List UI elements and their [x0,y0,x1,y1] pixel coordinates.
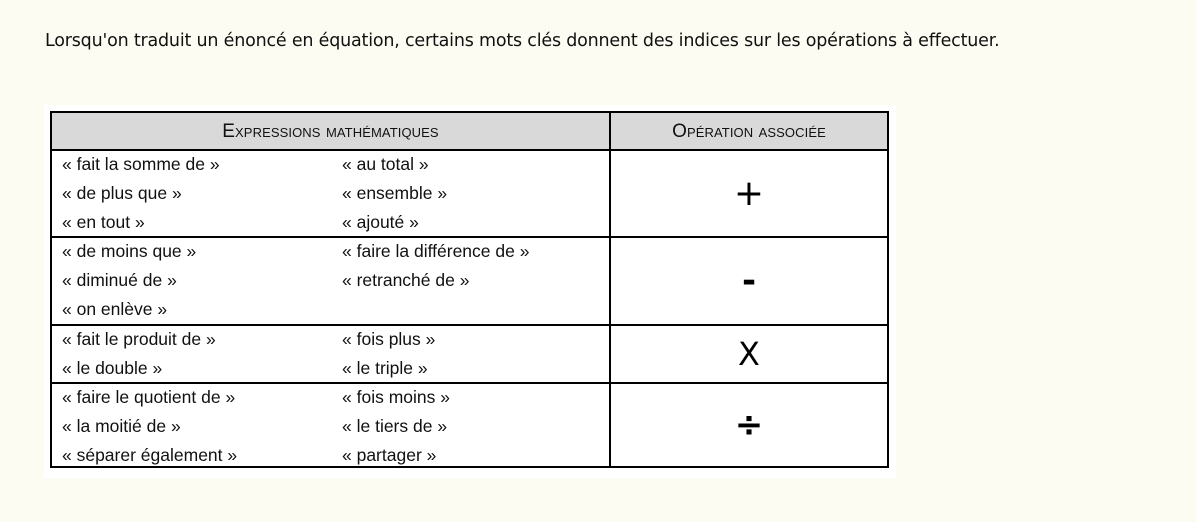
expression: « de plus que » [62,183,182,203]
minus-icon: - [741,261,757,301]
header-operation: Opération associée [672,121,826,142]
header-expressions: Expressions mathématiques [222,121,439,142]
expressions-col1 [62,238,342,325]
expression: « diminué de » [62,270,177,290]
expression: « ajouté » [342,212,419,232]
expression: « fois plus » [342,329,436,349]
expression: « fois moins » [342,387,450,407]
expression: « partager » [342,445,437,465]
expression: « fait le produit de » [62,329,216,349]
table-row-subtraction [52,238,887,326]
expression: « la moitié de » [62,416,181,436]
expressions-col2 [342,151,607,238]
expressions-col2 [342,384,607,471]
expressions-col2 [342,238,607,296]
times-icon: X [738,335,760,373]
divide-icon: ÷ [734,405,764,445]
expression: « fait la somme de » [62,154,220,174]
table-row-multiplication [52,326,887,384]
plus-icon: + [733,173,765,214]
expressions-col1 [62,151,342,238]
expression: « on enlève » [62,299,168,319]
expression: « en tout » [62,212,145,232]
expressions-col1 [62,384,342,471]
table-header [52,113,887,151]
expression: « retranché de » [342,270,470,290]
expression: « faire le quotient de » [62,387,236,407]
table-row-addition [52,151,887,238]
expressions-col2 [342,326,607,384]
expression: « ensemble » [342,183,448,203]
intro-text: Lorsqu'on traduit un énoncé en équation, certains mots clés donnent des indices sur les opérations à effectuer. [45,31,1000,51]
expression: « le double » [62,358,163,378]
expression: « au total » [342,154,429,174]
expression: « séparer également » [62,445,238,465]
expression: « faire la différence de » [342,241,530,261]
expression: « de moins que » [62,241,197,261]
expression: « le triple » [342,358,428,378]
expressions-col1 [62,326,342,384]
expression: « le tiers de » [342,416,448,436]
keywords-table [50,111,889,468]
table-row-division [52,384,887,466]
